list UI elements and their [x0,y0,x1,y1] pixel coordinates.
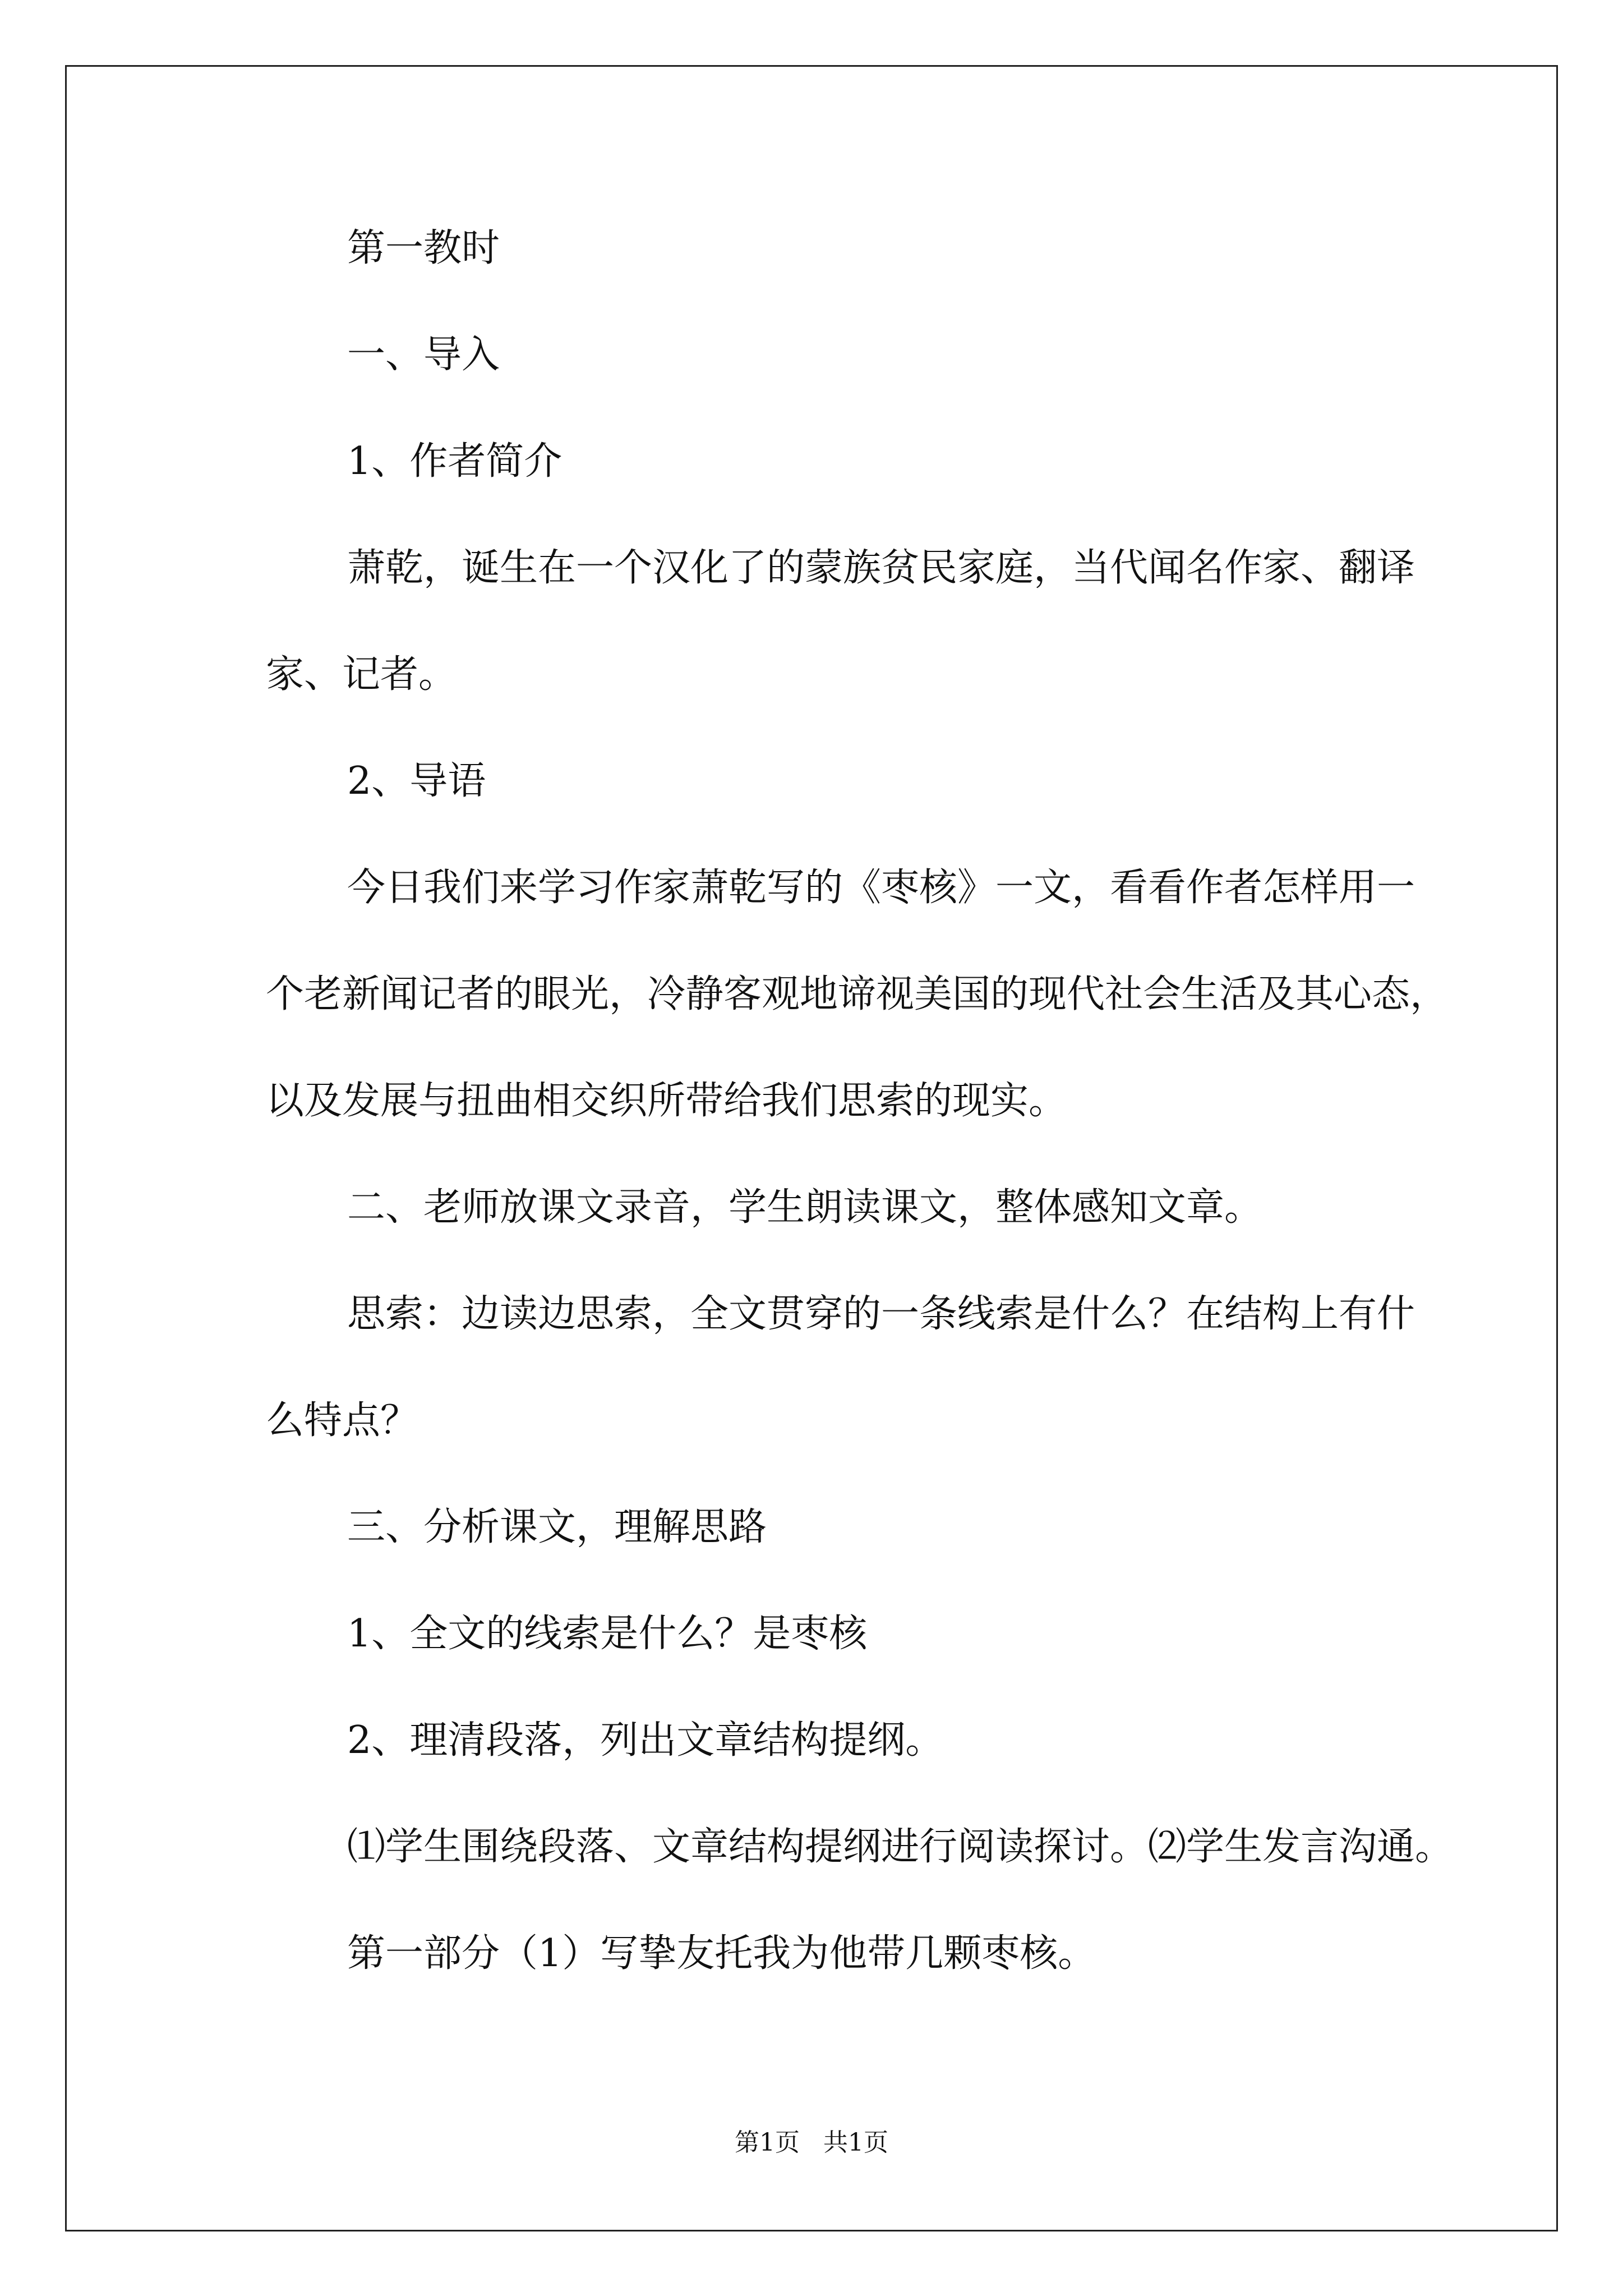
paragraph-line: 么特点？ [266,1398,419,1443]
subheading-author: 1、作者简介 [347,439,562,484]
lesson-heading: 第一教时 [347,226,500,270]
paragraph-line: 个老新闻记者的眼光，冷静客观地谛视美国的现代社会生活及其心态， [266,972,1449,1016]
paragraph-line: 今日我们来学习作家萧乾写的《枣核》一文，看看作者怎样用一 [347,866,1415,910]
section-heading-intro: 一、导入 [347,333,500,377]
section-heading-reading: 二、老师放课文录音，学生朗读课文，整体感知文章。 [347,1185,1263,1230]
paragraph-line: 家、记者。 [266,652,457,697]
paragraph-line: 萧乾，诞生在一个汉化了的蒙族贫民家庭，当代闻名作家、翻译 [347,546,1415,590]
subheading-lead: 2、导语 [347,759,486,803]
section-heading-analysis: 三、分析课文，理解思路 [347,1505,767,1549]
page-footer [0,2126,1623,2160]
paragraph-line: ⑴学生围绕段落、文章结构提纲进行阅读探讨。⑵学生发言沟通。 [347,1825,1454,1869]
paragraph-line: 1、全文的线索是什么？是枣核 [347,1612,868,1656]
paragraph-line: 2、理清段落，列出文章结构提纲。 [347,1718,944,1763]
paragraph-line: 第一部分（1）写挚友托我为他带几颗枣核。 [347,1931,1096,1976]
page-frame [65,65,1558,2231]
paragraph-line: 思索：边读边思索，全文贯穿的一条线索是什么？在结构上有什 [347,1292,1415,1336]
page-total: 共1页 [823,2128,888,2157]
page-number: 第1页 [735,2128,800,2157]
paragraph-line: 以及发展与扭曲相交织所带给我们思索的现实。 [266,1079,1067,1123]
